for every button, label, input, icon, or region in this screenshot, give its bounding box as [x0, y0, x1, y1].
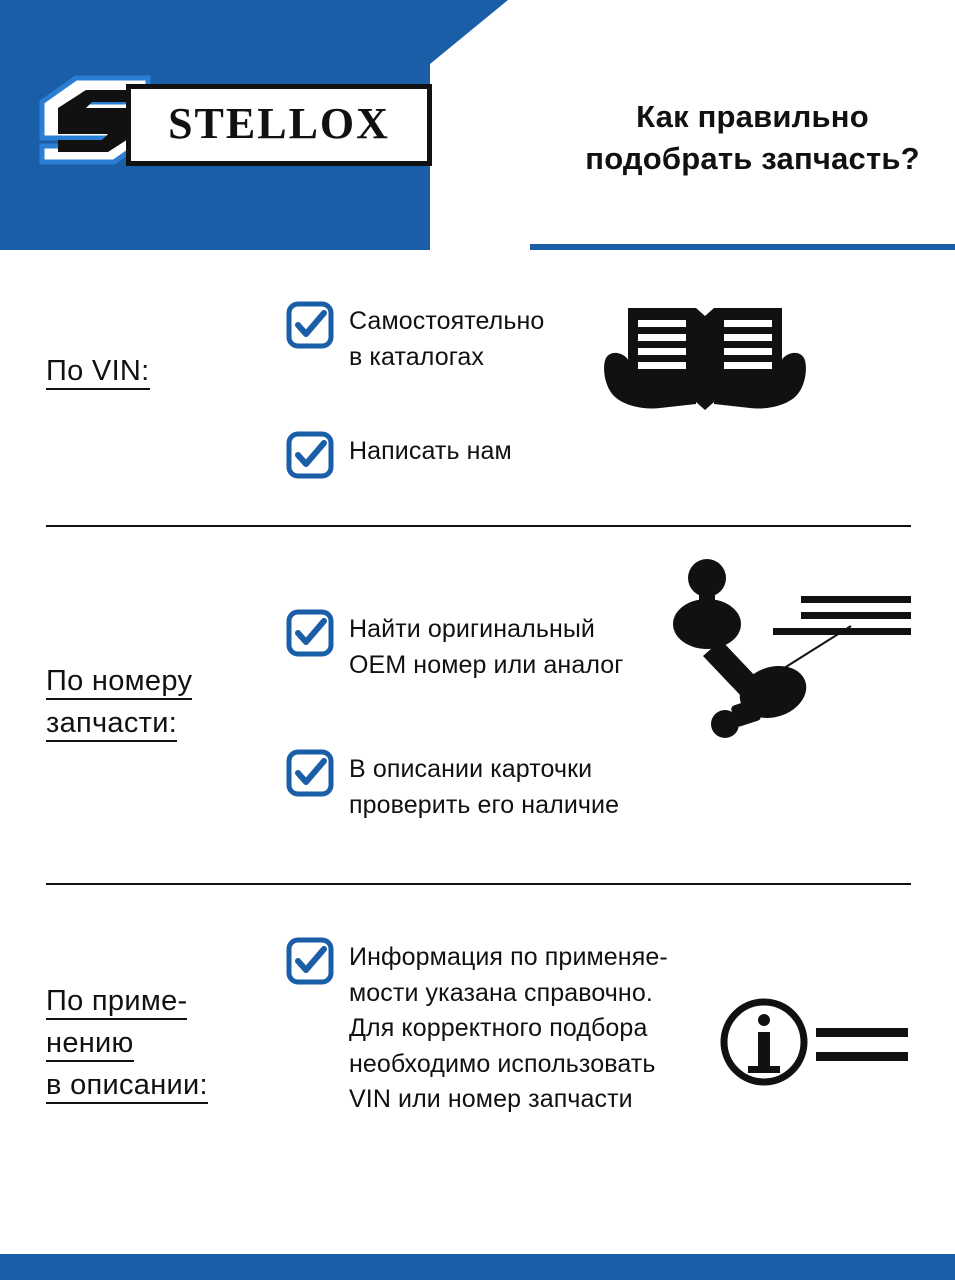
stellox-logo [36, 72, 426, 168]
bullet-vin-catalog-text [349, 300, 544, 375]
bullet-check-description [285, 748, 645, 823]
bullet-line: Для корректного подбора [349, 1014, 648, 1042]
stellox-wordmark: STELLOX [168, 99, 390, 148]
bullet-check-description-text [349, 748, 619, 823]
section-by-application-label [46, 980, 208, 1106]
bullet-line: Самостоятельно [349, 307, 545, 335]
section-by-vin-label [46, 350, 150, 392]
section-divider-1 [46, 525, 911, 527]
page-title-line2: подобрать запчасть? [585, 140, 920, 176]
bullet-line: необходимо использовать [349, 1049, 656, 1078]
page-title [560, 96, 945, 180]
section-by-part-number-label-line2: запчасти: [46, 707, 177, 742]
section-by-application-label-line3: в описании: [46, 1069, 208, 1104]
section-by-part-number-label [46, 660, 192, 744]
check-icon [285, 748, 335, 798]
bullet-find-oem-text [349, 608, 624, 683]
header [0, 0, 955, 250]
check-icon [285, 936, 335, 986]
check-icon [285, 430, 335, 480]
section-by-part-number-label-line1: По номеру [46, 665, 192, 700]
bullet-line: мости указана справочно. [349, 978, 653, 1007]
section-by-part-number [0, 530, 955, 890]
bullet-vin-catalog [285, 300, 585, 375]
bullet-application-info [285, 936, 695, 1118]
check-icon [285, 300, 335, 350]
bullet-line: VIN или номер запчасти [349, 1085, 633, 1113]
stellox-wordmark-plate [126, 84, 432, 166]
bullet-line: OEM номер или аналог [349, 650, 624, 679]
open-book-icon [600, 292, 810, 437]
bullet-vin-write-us [285, 430, 585, 480]
bullet-line: Информация по применяе- [349, 943, 668, 971]
bullet-line: Найти оригинальный [349, 615, 596, 643]
section-by-application [0, 890, 955, 1254]
section-divider-2 [46, 883, 911, 885]
bullet-find-oem [285, 608, 645, 683]
section-by-application-label-line1: По приме- [46, 985, 187, 1020]
section-by-vin-label-line1: По VIN: [46, 355, 150, 390]
bullet-line: проверить его наличие [349, 790, 620, 819]
check-icon [285, 608, 335, 658]
bullet-line: В описании карточки [349, 755, 593, 783]
stabilizer-link-icon [655, 552, 920, 757]
footer-bar [0, 1254, 955, 1280]
section-by-vin [0, 250, 955, 530]
bullet-vin-write-us-text [349, 430, 512, 470]
info-icon [712, 990, 912, 1105]
bullet-line: Написать нам [349, 437, 512, 465]
bullet-application-info-text [349, 936, 668, 1118]
page-title-line1: Как правильно [636, 99, 869, 134]
section-by-application-label-line2: нению [46, 1027, 134, 1062]
bullet-line: в каталогах [349, 342, 484, 371]
